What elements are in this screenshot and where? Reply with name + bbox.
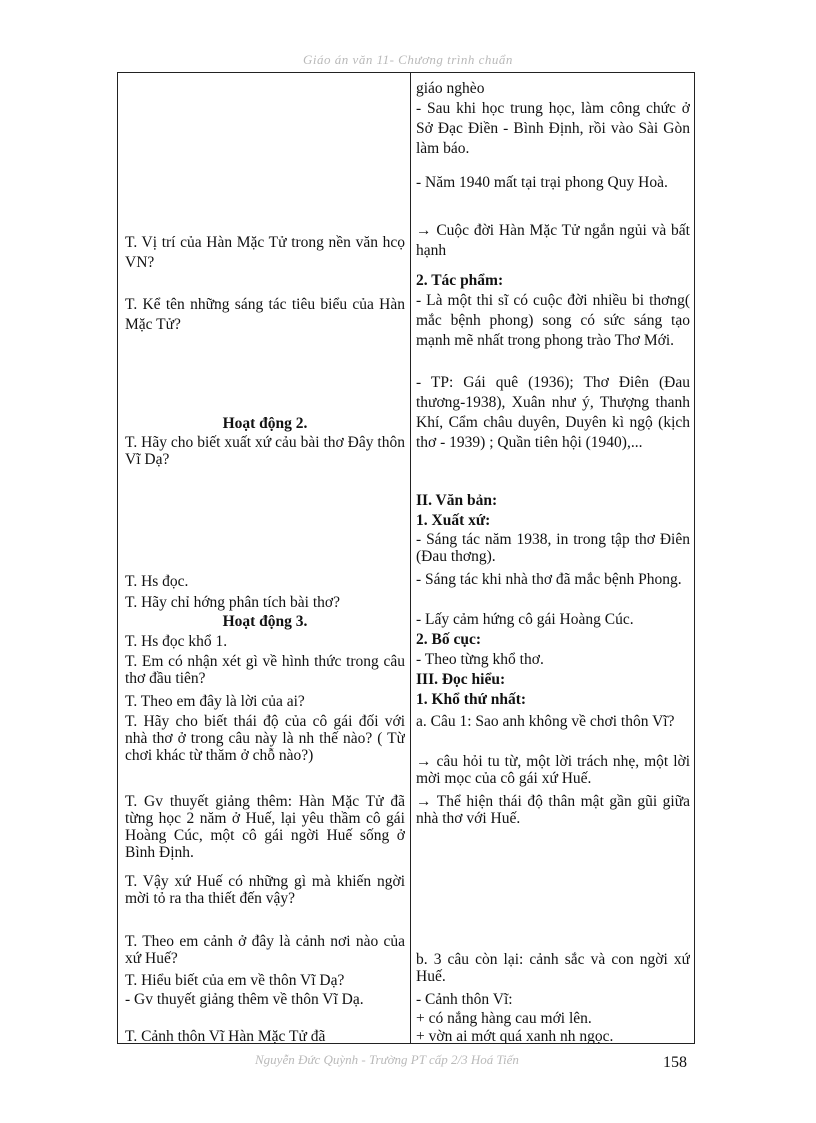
section-works-heading: 2. Tác phẩm: bbox=[416, 272, 504, 289]
answer-16: + có nắng hàng cau mới lên. bbox=[416, 1010, 592, 1027]
activity-3-heading: Hoạt động 3. bbox=[222, 613, 308, 630]
question-13: T. Hiểu biết của em về thôn Vĩ Dạ? bbox=[125, 972, 345, 989]
question-3: T. Hãy cho biết xuất xứ cảu bài thơ Đây thôn Vĩ Dạ? bbox=[125, 434, 405, 468]
answer-15: - Cảnh thôn Vĩ: bbox=[416, 991, 513, 1008]
answer-13: → Thể hiện thái độ thân mật gần gũi giữa nhà thơ với Huế. bbox=[416, 793, 690, 827]
lesson-table bbox=[117, 72, 695, 1044]
answer-7: - Sáng tác năm 1938, in trong tập thơ Điên (Đau thơng). bbox=[416, 531, 690, 565]
answer-12: → câu hỏi tu từ, một lời trách nhẹ, một lời mời mọc của cô gái xứ Huế. bbox=[416, 753, 690, 787]
question-5: T. Hãy chỉ hớng phân tích bài thơ? bbox=[125, 594, 340, 611]
question-9: T. Hãy cho biết thái độ của cô gái đối với nhà thơ ở trong câu này là nh thế nào? ( Từ chơi khác từ thăm ở chỗ nào?) bbox=[125, 713, 405, 764]
answer-4: → Cuộc đời Hàn Mặc Tử ngắn ngủi và bất hạnh bbox=[416, 222, 690, 259]
section-text-heading: II. Văn bản: bbox=[416, 492, 498, 509]
question-6: T. Hs đọc khổ 1. bbox=[125, 633, 228, 650]
answer-5: - Là một thi sĩ có cuộc đời nhiều bi thơng( mắc bệnh phong) song có sức sáng tạo mạnh mẽ nhất trong phong trào Thơ Mới. bbox=[416, 292, 690, 349]
activity-2-heading: Hoạt động 2. bbox=[222, 415, 308, 432]
answer-14: b. 3 câu còn lại: cảnh sắc và con ngời xứ Huế. bbox=[416, 951, 690, 985]
right-column bbox=[416, 73, 690, 1043]
answer-17: + vờn ai mớt quá xanh nh ngọc. bbox=[416, 1028, 614, 1043]
answer-1: giáo nghèo bbox=[416, 80, 485, 97]
section-stanza1-heading: 1. Khổ thứ nhất: bbox=[416, 691, 527, 708]
question-11: T. Vậy xứ Huế có những gì mà khiến ngời mời tỏ ra tha thiết đến vậy? bbox=[125, 873, 405, 907]
answer-6: - TP: Gái quê (1936); Thơ Điên (Đau thương-1938), Xuân như ý, Thượng thanh Khí, Cẩm châu duyên, Duyên kì ngộ (kịch thơ - 1939) ; Quần tiên hội (1940),... bbox=[416, 374, 690, 451]
question-15: T. Cảnh thôn Vĩ Hàn Mặc Tử đã bbox=[125, 1028, 326, 1043]
footer-author: Nguyễn Đức Quỳnh - Trường PT cấp 2/3 Hoá Tiến bbox=[255, 1052, 519, 1067]
question-14: - Gv thuyết giảng thêm về thôn Vĩ Dạ. bbox=[125, 991, 364, 1008]
page-header: Giáo án văn 11- Chương trình chuẩn bbox=[303, 52, 513, 67]
question-8: T. Theo em đây là lời của ai? bbox=[125, 693, 305, 710]
question-2: T. Kể tên những sáng tác tiêu biểu của Hàn Mặc Tử? bbox=[125, 296, 405, 333]
question-12: T. Theo em cảnh ở đây là cảnh nơi nào của xứ Huế? bbox=[125, 933, 405, 967]
section-origin-heading: 1. Xuất xứ: bbox=[416, 512, 491, 529]
left-column bbox=[125, 73, 405, 1043]
section-layout-heading: 2. Bố cục: bbox=[416, 631, 482, 648]
question-1: T. Vị trí của Hàn Mặc Tử trong nền văn hcọ VN? bbox=[125, 234, 405, 271]
question-7: T. Em có nhận xét gì về hình thức trong câu thơ đầu tiên? bbox=[125, 653, 405, 687]
page-number: 158 bbox=[663, 1054, 687, 1071]
answer-10: - Theo từng khổ thơ. bbox=[416, 651, 544, 668]
answer-9: - Lấy cảm hứng cô gái Hoàng Cúc. bbox=[416, 611, 634, 628]
answer-11: a. Câu 1: Sao anh không về chơi thôn Vĩ? bbox=[416, 713, 675, 730]
column-divider bbox=[410, 73, 411, 1043]
question-10: T. Gv thuyết giảng thêm: Hàn Mặc Tử đã từng học 2 năm ở Huế, lại yêu thầm cô gái Hoàng Cúc, một cô gái ngời Huế sống ở Bình Định. bbox=[125, 793, 405, 861]
section-reading-heading: III. Đọc hiểu: bbox=[416, 671, 506, 688]
answer-2: - Sau khi học trung học, làm công chức ở Sở Đạc Điền - Bình Định, rồi vào Sài Gòn làm báo. bbox=[416, 100, 690, 157]
question-4: T. Hs đọc. bbox=[125, 573, 189, 590]
answer-8: - Sáng tác khi nhà thơ đã mắc bệnh Phong. bbox=[416, 571, 682, 588]
answer-3: - Năm 1940 mất tại trại phong Quy Hoà. bbox=[416, 174, 668, 191]
